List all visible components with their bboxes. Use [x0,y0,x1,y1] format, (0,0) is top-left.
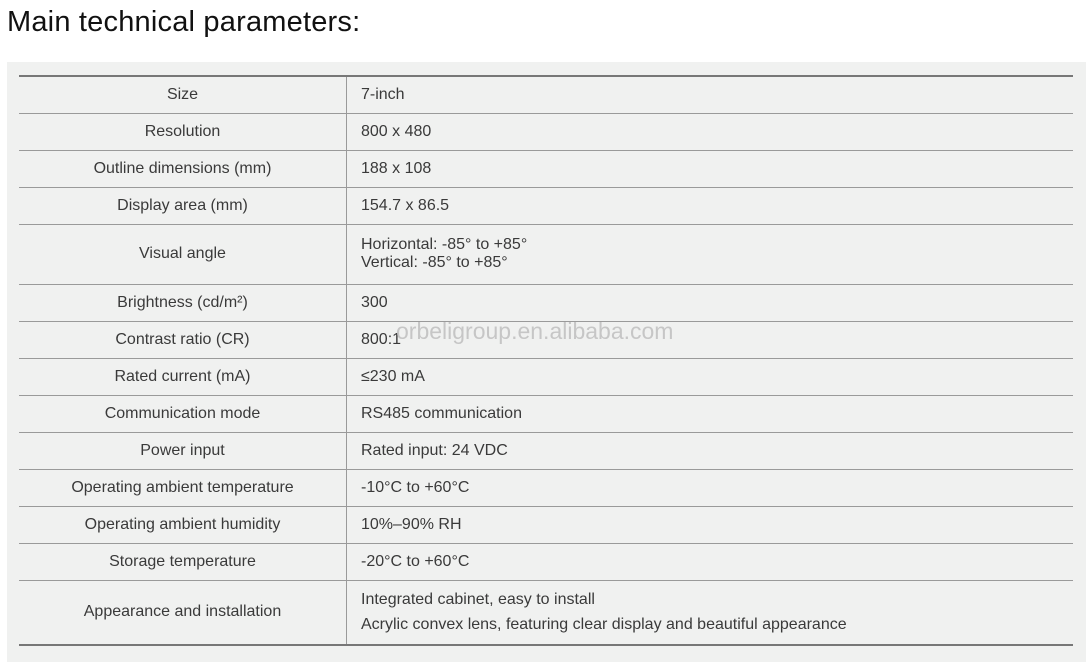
param-value [347,506,1074,543]
param-label: Operating ambient temperature [19,469,347,506]
value-line: 188 x 108 [361,159,432,177]
param-value [347,113,1074,150]
table-row [19,284,1073,321]
param-value [347,395,1074,432]
param-label: Display area (mm) [19,187,347,224]
table-row [19,543,1073,580]
param-value [347,224,1074,284]
value-line: ≤230 mA [361,367,425,385]
value-line: Vertical: -85° to +85° [361,254,508,271]
param-label: Visual angle [19,224,347,284]
table-row [19,395,1073,432]
param-label: Rated current (mA) [19,358,347,395]
param-value [347,580,1074,645]
param-value [347,358,1074,395]
value-line: 10%–90% RH [361,515,462,533]
param-label: Communication mode [19,395,347,432]
value-line: 800 x 480 [361,122,432,140]
value-line: Acrylic convex lens, featuring clear display and beautiful appearance [361,615,847,633]
value-line: RS485 communication [361,404,522,422]
value-line: -10°C to +60°C [361,478,470,496]
value-line: Rated input: 24 VDC [361,441,508,459]
param-value [347,284,1074,321]
watermark-text: orbeligroup.en.alibaba.com [396,318,674,344]
page-title: Main technical parameters: [7,6,361,38]
value-line: 800:1 [361,330,402,348]
value-line: 7-inch [361,85,405,103]
param-value [347,321,1074,358]
param-label: Outline dimensions (mm) [19,150,347,187]
table-row [19,432,1073,469]
param-value [347,76,1074,113]
value-line: 154.7 x 86.5 [361,196,450,214]
spec-table [19,75,1073,646]
param-label: Size [19,76,347,113]
table-row [19,469,1073,506]
param-label: Power input [19,432,347,469]
table-row [19,321,1073,358]
table-row [19,113,1073,150]
table-row [19,224,1073,284]
param-value [347,150,1074,187]
value-line: 300 [361,293,388,311]
param-label: Operating ambient humidity [19,506,347,543]
table-row [19,358,1073,395]
table-row [19,580,1073,645]
param-label: Resolution [19,113,347,150]
value-line: Integrated cabinet, easy to install [361,590,595,608]
table-row [19,150,1073,187]
table-row [19,76,1073,113]
param-label: Contrast ratio (CR) [19,321,347,358]
param-value [347,469,1074,506]
param-label: Brightness (cd/m²) [19,284,347,321]
param-label: Appearance and installation [19,580,347,645]
param-value [347,543,1074,580]
value-line: -20°C to +60°C [361,552,470,570]
param-label: Storage temperature [19,543,347,580]
table-row [19,187,1073,224]
value-line: Horizontal: -85° to +85° [361,236,528,253]
table-row [19,506,1073,543]
param-value [347,187,1074,224]
param-value [347,432,1074,469]
